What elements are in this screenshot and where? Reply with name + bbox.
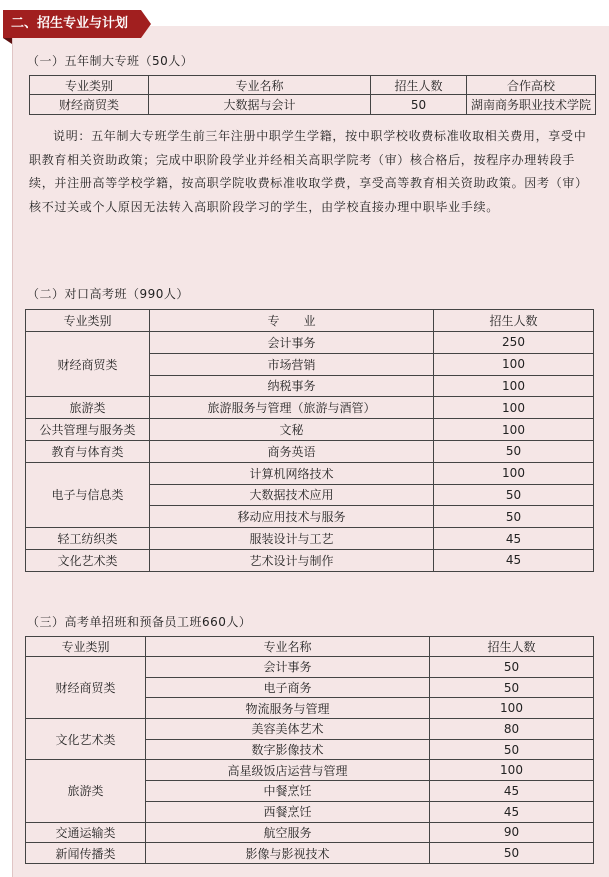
major-cell: 航空服务 (146, 822, 430, 843)
major-cell: 数字影像技术 (146, 739, 430, 760)
category-cell: 电子与信息类 (26, 462, 150, 527)
enrollment-count-cell: 45 (430, 781, 594, 802)
enrollment-count-cell: 250 (434, 332, 594, 354)
category-cell: 财经商贸类 (26, 657, 146, 719)
category-cell: 财经商贸类 (26, 332, 150, 397)
enrollment-count-cell: 45 (430, 801, 594, 822)
header-cell: 专业名称 (146, 637, 430, 657)
enrollment-count-cell: 50 (430, 677, 594, 698)
enrollment-count-cell: 50 (434, 440, 594, 462)
enrollment-count-cell: 100 (434, 419, 594, 441)
major-cell: 物流服务与管理 (146, 698, 430, 719)
header-cell: 招生人数 (434, 310, 594, 332)
category-cell: 新闻传播类 (26, 843, 146, 864)
enrollment-count-cell: 100 (430, 698, 594, 719)
header-cell: 专业类别 (30, 76, 149, 95)
section1-note: 说明：五年制大专班学生前三年注册中职学生学籍，按中职学校收费标准收取相关费用，享受中职教育相关资助政策；完成中职阶段学业并经相关高职学院考（审）核合格后，按程序办理转段手续，并注册高等学校学籍，按高职学院收费标准收取学费，享受高等教育相关资助政策。因考（审）核不过关或个人原因无法转入高职阶段学习的学生，由学校直接办理中职毕业手续。 (29, 129, 588, 214)
table-row (26, 822, 594, 843)
enrollment-count-cell: 100 (434, 375, 594, 397)
major-cell: 美容美体艺术 (146, 719, 430, 740)
table-cell: 50 (371, 95, 467, 115)
major-cell: 纳税事务 (150, 375, 434, 397)
enrollment-count-cell: 50 (434, 506, 594, 528)
section3-heading: （三）高考单招班和预备员工班660人） (27, 615, 252, 629)
table-row (26, 528, 594, 550)
table-row (26, 760, 594, 781)
banner-fold (3, 38, 12, 44)
enrollment-count-cell: 45 (434, 528, 594, 550)
table-row (26, 332, 594, 354)
category-cell: 交通运输类 (26, 822, 146, 843)
enrollment-count-cell: 50 (430, 843, 594, 864)
category-cell: 文化艺术类 (26, 719, 146, 760)
enrollment-count-cell: 50 (434, 484, 594, 506)
enrollment-count-cell: 100 (434, 462, 594, 484)
major-cell: 会计事务 (150, 332, 434, 354)
major-cell: 影像与影视技术 (146, 843, 430, 864)
table-row (26, 397, 594, 419)
header-cell: 合作高校 (467, 76, 596, 95)
college-entrance-table (25, 309, 594, 572)
table-header-row (26, 310, 594, 332)
category-cell: 公共管理与服务类 (26, 419, 150, 441)
major-cell: 西餐烹饪 (146, 801, 430, 822)
major-cell: 计算机网络技术 (150, 462, 434, 484)
table-row (26, 462, 594, 484)
enrollment-count-cell: 80 (430, 719, 594, 740)
table-cell: 财经商贸类 (30, 95, 149, 115)
category-cell: 旅游类 (26, 760, 146, 822)
table-row (26, 657, 594, 678)
enrollment-count-cell: 90 (430, 822, 594, 843)
five-year-college-table (29, 75, 596, 115)
table-header-row (30, 76, 596, 95)
major-cell: 大数据技术应用 (150, 484, 434, 506)
enrollment-count-cell: 45 (434, 549, 594, 571)
enrollment-count-cell: 100 (430, 760, 594, 781)
major-cell: 艺术设计与制作 (150, 549, 434, 571)
major-cell: 移动应用技术与服务 (150, 506, 434, 528)
major-cell: 旅游服务与管理（旅游与酒管） (150, 397, 434, 419)
header-cell: 专 业 (150, 310, 434, 332)
table-row (26, 549, 594, 571)
category-cell: 旅游类 (26, 397, 150, 419)
major-cell: 电子商务 (146, 677, 430, 698)
table-row (26, 719, 594, 740)
header-cell: 专业类别 (26, 310, 150, 332)
enrollment-count-cell: 50 (430, 739, 594, 760)
major-cell: 商务英语 (150, 440, 434, 462)
table-header-row (26, 637, 594, 657)
section2-heading: （二）对口高考班（990人） (27, 287, 189, 301)
enrollment-count-cell: 100 (434, 353, 594, 375)
table-row (26, 843, 594, 864)
major-cell: 高星级饭店运营与管理 (146, 760, 430, 781)
table-row (30, 95, 596, 115)
header-cell: 招生人数 (430, 637, 594, 657)
table-cell: 湖南商务职业技术学院 (467, 95, 596, 115)
enrollment-count-cell: 100 (434, 397, 594, 419)
category-cell: 教育与体育类 (26, 440, 150, 462)
table-cell: 大数据与会计 (149, 95, 371, 115)
category-cell: 文化艺术类 (26, 549, 150, 571)
category-cell: 轻工纺织类 (26, 528, 150, 550)
major-cell: 文秘 (150, 419, 434, 441)
single-admission-table (25, 636, 594, 864)
table-row (26, 419, 594, 441)
major-cell: 服装设计与工艺 (150, 528, 434, 550)
table-row (26, 440, 594, 462)
header-cell: 专业名称 (149, 76, 371, 95)
major-cell: 中餐烹饪 (146, 781, 430, 802)
major-cell: 市场营销 (150, 353, 434, 375)
enrollment-count-cell: 50 (430, 657, 594, 678)
header-cell: 专业类别 (26, 637, 146, 657)
header-cell: 招生人数 (371, 76, 467, 95)
section1-heading: （一）五年制大专班（50人） (27, 54, 194, 68)
major-cell: 会计事务 (146, 657, 430, 678)
section-banner: 二、招生专业与计划 (3, 10, 141, 38)
